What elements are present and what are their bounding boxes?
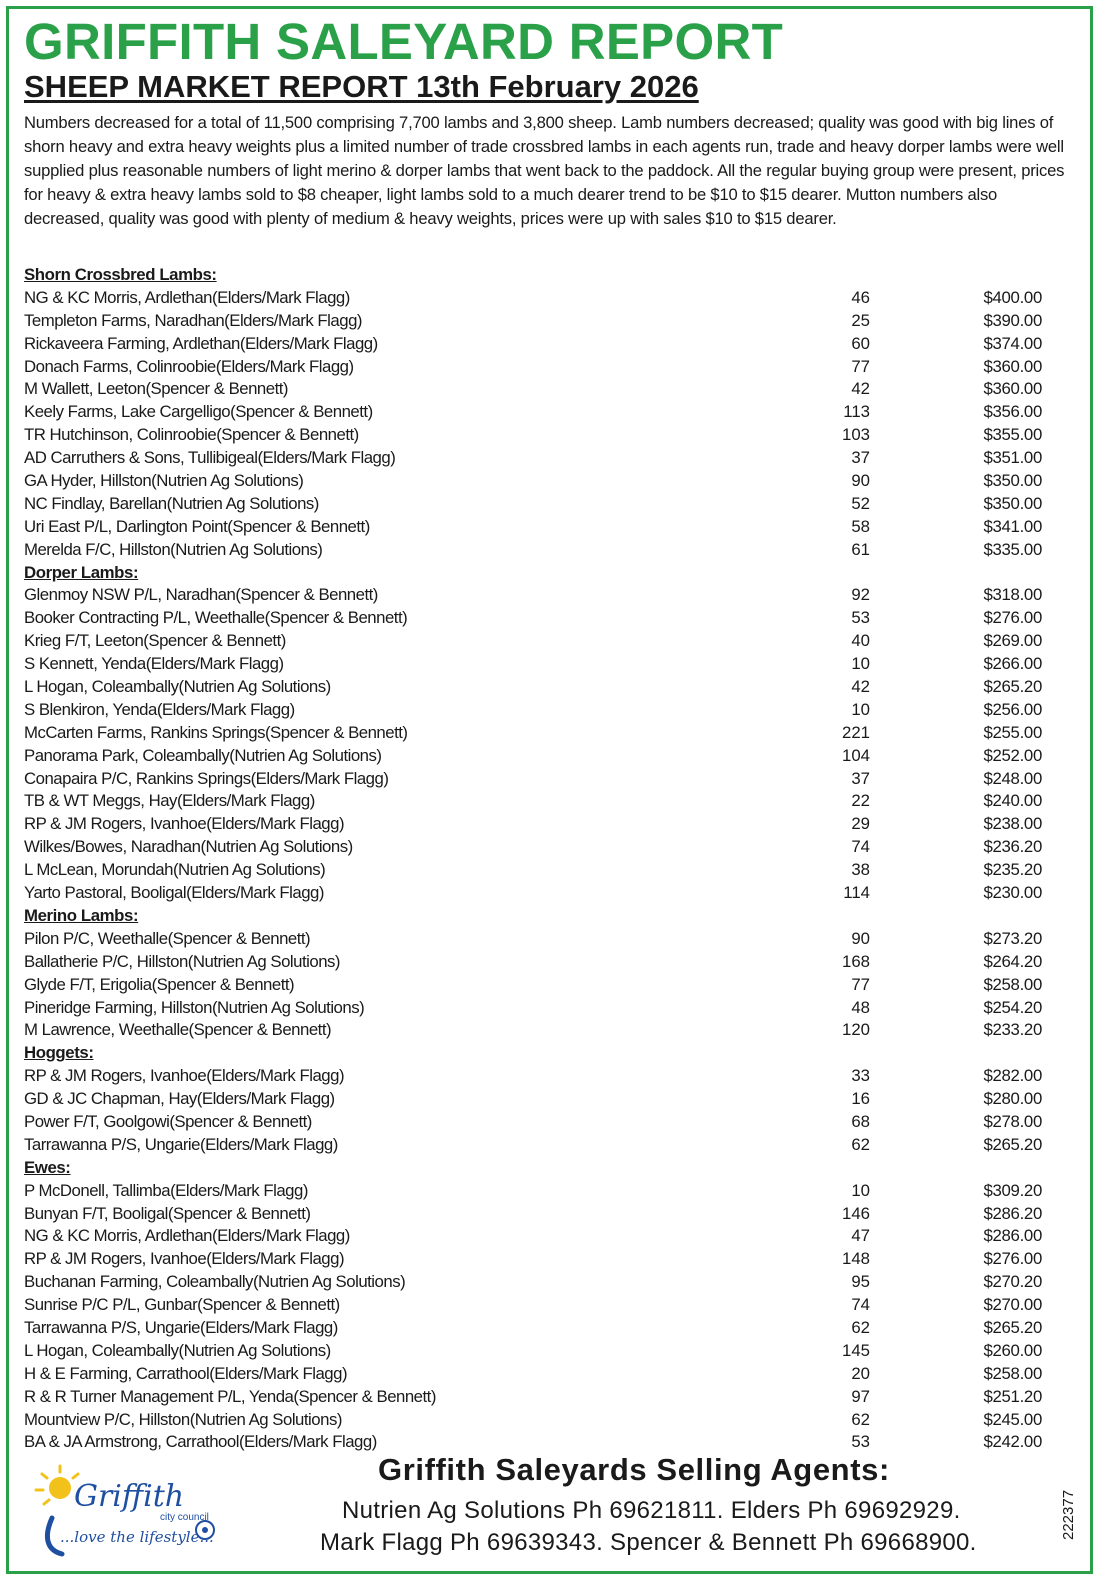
head-count: 10 [851,654,870,674]
vendor-name: Buchanan Farming, Coleambally(Nutrien Ag Solutions) [24,1272,406,1292]
head-count: 113 [843,402,870,422]
head-count: 62 [851,1409,870,1429]
vendor-name: Donach Farms, Colinroobie(Elders/Mark Flagg) [24,356,354,376]
vendor-name: RP & JM Rogers, Ivanhoe(Elders/Mark Flagg) [24,814,345,834]
sale-row [24,1340,1060,1363]
vendor-name: McCarten Farms, Rankins Springs(Spencer & Bennett) [24,722,408,742]
head-count: 61 [851,539,870,559]
sale-price: $309.20 [983,1180,1042,1200]
sale-price: $265.20 [983,1134,1042,1154]
sale-row [24,951,1060,974]
head-count: 20 [851,1363,870,1383]
sale-row [24,813,1060,836]
selling-agents-line-2: Mark Flagg Ph 69639343. Spencer & Bennett Ph 69668900. [320,1529,977,1556]
sale-price: $318.00 [983,585,1042,605]
vendor-name: S Blenkiron, Yenda(Elders/Mark Flagg) [24,699,295,719]
sale-row [24,859,1060,882]
sale-price: $265.20 [983,677,1042,697]
sale-row [24,1409,1060,1432]
head-count: 168 [842,951,870,971]
vendor-name: TR Hutchinson, Colinroobie(Spencer & Bennett) [24,425,359,445]
vendor-name: Krieg F/T, Leeton(Spencer & Bennett) [24,631,286,651]
vendor-name: Panorama Park, Coleambally(Nutrien Ag Solutions) [24,745,382,765]
sale-price: $235.20 [983,860,1042,880]
sale-row [24,447,1060,470]
selling-agents-title: Griffith Saleyards Selling Agents: [378,1452,890,1487]
vendor-name: GA Hyder, Hillston(Nutrien Ag Solutions) [24,471,304,491]
vendor-name: Sunrise P/C P/L, Gunbar(Spencer & Bennett) [24,1295,340,1315]
sale-price: $270.00 [983,1295,1042,1315]
head-count: 104 [842,745,870,765]
sale-row [24,1363,1060,1386]
head-count: 53 [851,608,870,628]
vendor-name: TB & WT Meggs, Hay(Elders/Mark Flagg) [24,791,315,811]
sale-row [24,1111,1060,1134]
head-count: 114 [843,883,870,903]
head-count: 22 [851,791,870,811]
vendor-name: Ballatherie P/C, Hillston(Nutrien Ag Solutions) [24,951,341,971]
sale-price: $265.20 [983,1317,1042,1337]
vendor-name: NC Findlay, Barellan(Nutrien Ag Solutions) [24,493,319,513]
vendor-name: H & E Farming, Carrathool(Elders/Mark Flagg) [24,1363,348,1383]
sale-row [24,378,1060,401]
vendor-name: R & R Turner Management P/L, Yenda(Spencer & Bennett) [24,1386,436,1406]
sale-row [24,768,1060,791]
sale-row [24,424,1060,447]
head-count: 77 [851,356,870,376]
vendor-name: M Lawrence, Weethalle(Spencer & Bennett) [24,1020,332,1040]
vendor-name: Bunyan F/T, Booligal(Spencer & Bennett) [24,1203,311,1223]
griffith-city-council-logo [22,1458,222,1568]
sale-row [24,584,1060,607]
vendor-name: M Wallett, Leeton(Spencer & Bennett) [24,379,289,399]
vendor-name: Yarto Pastoral, Booligal(Elders/Mark Flagg) [24,883,324,903]
sale-price: $236.20 [983,837,1042,857]
vendor-name: Merelda F/C, Hillston(Nutrien Ag Solutions) [24,539,323,559]
head-count: 90 [851,471,870,491]
vendor-name: Conapaira P/C, Rankins Springs(Elders/Mark Flagg) [24,768,389,788]
head-count: 68 [851,1111,870,1131]
sale-row [24,790,1060,813]
sale-price: $240.00 [983,791,1042,811]
head-count: 46 [851,287,870,307]
vendor-name: Glyde F/T, Erigolia(Spencer & Bennett) [24,974,295,994]
vendor-name: Templeton Farms, Naradhan(Elders/Mark Flagg) [24,310,362,330]
sale-price: $270.20 [983,1272,1042,1292]
head-count: 103 [842,425,870,445]
sale-price: $276.00 [983,608,1042,628]
head-count: 221 [842,722,870,742]
sale-row [24,1317,1060,1340]
vendor-name: BA & JA Armstrong, Carrathool(Elders/Mark Flagg) [24,1432,377,1452]
sale-row [24,333,1060,356]
sale-price: $282.00 [983,1066,1042,1086]
sale-price: $252.00 [983,745,1042,765]
sale-row [24,493,1060,516]
sale-row [24,1088,1060,1111]
section-heading: Ewes: [24,1157,71,1177]
head-count: 10 [851,699,870,719]
sale-price: $351.00 [983,448,1042,468]
sale-row [24,676,1060,699]
sale-row [24,1203,1060,1226]
sale-row [24,539,1060,562]
sale-row [24,836,1060,859]
sale-price: $230.00 [983,883,1042,903]
sale-row [24,470,1060,493]
vendor-name: Pineridge Farming, Hillston(Nutrien Ag Solutions) [24,997,365,1017]
sale-row [24,1019,1060,1042]
head-count: 62 [851,1134,870,1154]
logo-council: city council [160,1512,209,1523]
sale-row [24,653,1060,676]
sale-row [24,745,1060,768]
head-count: 16 [851,1089,870,1109]
sale-row [24,607,1060,630]
head-count: 48 [851,997,870,1017]
sale-price: $251.20 [983,1386,1042,1406]
sale-price: $256.00 [983,699,1042,719]
sale-row [24,1065,1060,1088]
sale-row [24,516,1060,539]
vendor-name: RP & JM Rogers, Ivanhoe(Elders/Mark Flagg) [24,1249,345,1269]
head-count: 77 [851,974,870,994]
sale-row [24,1180,1060,1203]
sale-price: $242.00 [983,1432,1042,1452]
head-count: 37 [851,448,870,468]
head-count: 53 [851,1432,870,1452]
head-count: 29 [851,814,870,834]
sale-price: $341.00 [983,516,1042,536]
section-heading: Dorper Lambs: [24,562,139,582]
sale-row [24,928,1060,951]
report-title: GRIFFITH SALEYARD REPORT [24,13,784,70]
head-count: 146 [842,1203,870,1223]
sale-price: $286.20 [983,1203,1042,1223]
vendor-name: GD & JC Chapman, Hay(Elders/Mark Flagg) [24,1089,335,1109]
head-count: 74 [851,837,870,857]
head-count: 74 [851,1295,870,1315]
logo-name: Griffith [74,1479,185,1514]
head-count: 90 [851,928,870,948]
sale-price: $260.00 [983,1340,1042,1360]
head-count: 95 [851,1272,870,1292]
sale-row [24,356,1060,379]
sale-price: $258.00 [983,1363,1042,1383]
sale-price: $374.00 [983,333,1042,353]
sale-price: $273.20 [983,928,1042,948]
vendor-name: L Hogan, Coleambally(Nutrien Ag Solutions) [24,1340,331,1360]
selling-agents-line-1: Nutrien Ag Solutions Ph 69621811. Elders Ph 69692929. [342,1497,961,1524]
sale-price: $360.00 [983,356,1042,376]
sale-row [24,401,1060,424]
sale-price: $356.00 [983,402,1042,422]
sale-price: $266.00 [983,654,1042,674]
vendor-name: NG & KC Morris, Ardlethan(Elders/Mark Flagg) [24,287,350,307]
head-count: 33 [851,1066,870,1086]
sale-price: $258.00 [983,974,1042,994]
sale-row [24,974,1060,997]
report-subtitle: SHEEP MARKET REPORT 13th February 2026 [24,69,699,104]
sale-row [24,287,1060,310]
sale-price: $269.00 [983,631,1042,651]
head-count: 42 [851,379,870,399]
vendor-name: P McDonell, Tallimba(Elders/Mark Flagg) [24,1180,308,1200]
vendor-name: Booker Contracting P/L, Weethalle(Spencer & Bennett) [24,608,408,628]
sale-price: $335.00 [983,539,1042,559]
sale-row [24,1248,1060,1271]
section-heading: Shorn Crossbred Lambs: [24,265,217,284]
head-count: 120 [842,1020,870,1040]
sale-price: $286.00 [983,1226,1042,1246]
vendor-name: Uri East P/L, Darlington Point(Spencer & Bennett) [24,516,370,536]
sale-row [24,882,1060,905]
sale-price: $390.00 [983,310,1042,330]
vendor-name: RP & JM Rogers, Ivanhoe(Elders/Mark Flagg) [24,1066,345,1086]
section-heading: Hoggets: [24,1043,94,1063]
vendor-name: L Hogan, Coleambally(Nutrien Ag Solutions) [24,677,331,697]
sun-icon [36,1466,78,1504]
sale-row [24,1134,1060,1157]
sale-price: $245.00 [983,1409,1042,1429]
sale-price: $350.00 [983,493,1042,513]
vendor-name: Glenmoy NSW P/L, Naradhan(Spencer & Bennett) [24,585,378,605]
head-count: 38 [851,860,870,880]
vendor-name: Pilon P/C, Weethalle(Spencer & Bennett) [24,928,311,948]
sale-row [24,1431,1060,1454]
sale-price: $360.00 [983,379,1042,399]
head-count: 62 [851,1317,870,1337]
sale-row [24,722,1060,745]
sale-price: $350.00 [983,471,1042,491]
sale-price: $355.00 [983,425,1042,445]
sale-price: $238.00 [983,814,1042,834]
vendor-name: AD Carruthers & Sons, Tullibigeal(Elders/Mark Flagg) [24,448,396,468]
sale-price: $248.00 [983,768,1042,788]
vendor-name: Tarrawanna P/S, Ungarie(Elders/Mark Flagg) [24,1317,338,1337]
head-count: 42 [851,677,870,697]
head-count: 40 [851,631,870,651]
sale-price: $254.20 [983,997,1042,1017]
head-count: 58 [851,516,870,536]
sale-row [24,310,1060,333]
vendor-name: NG & KC Morris, Ardlethan(Elders/Mark Flagg) [24,1226,350,1246]
sale-row [24,699,1060,722]
sale-price: $278.00 [983,1111,1042,1131]
logo-tagline: ...love the lifestyle... [60,1528,214,1546]
vendor-name: Power F/T, Goolgowi(Spencer & Bennett) [24,1111,312,1131]
sale-row [24,630,1060,653]
vendor-name: Tarrawanna P/S, Ungarie(Elders/Mark Flagg) [24,1134,338,1154]
head-count: 37 [851,768,870,788]
sale-price: $280.00 [983,1089,1042,1109]
sale-row [24,1294,1060,1317]
vendor-name: L McLean, Morundah(Nutrien Ag Solutions) [24,860,326,880]
sale-price: $264.20 [983,951,1042,971]
head-count: 145 [842,1340,870,1360]
head-count: 10 [851,1180,870,1200]
sale-price: $233.20 [983,1020,1042,1040]
head-count: 97 [851,1386,870,1406]
sale-row [24,997,1060,1020]
sale-row [24,1225,1060,1248]
sale-price: $255.00 [983,722,1042,742]
sale-price: $276.00 [983,1249,1042,1269]
sale-price: $400.00 [983,287,1042,307]
vendor-name: Wilkes/Bowes, Naradhan(Nutrien Ag Solutions) [24,837,353,857]
head-count: 148 [842,1249,870,1269]
head-count: 25 [851,310,870,330]
sale-row [24,1386,1060,1409]
sale-row [24,1271,1060,1294]
vendor-name: Keely Farms, Lake Cargelligo(Spencer & Bennett) [24,402,373,422]
head-count: 92 [851,585,870,605]
vendor-name: Rickaveera Farming, Ardlethan(Elders/Mark Flagg) [24,333,378,353]
market-summary: Numbers decreased for a total of 11,500 comprising 7,700 lambs and 3,800 sheep. Lamb numbers decreased; quality was good with big lines of shorn heavy and extra heavy weights plus a limited number of trade crossbred lambs in each agents run, trade and heavy dorper lambs were well supplied plus reasonable numbers of light merino & dorper lambs that went back to the paddock. All the regular buying group were present, prices for heavy & extra heavy lambs sold to $8 cheaper, light lambs sold to a much dearer trend to be $10 to $15 dearer. Mutton numbers also decreased, quality was good with plenty of medium & heavy weights, prices were up with sales $10 to $15 dearer. [24,113,1065,228]
section-heading: Merino Lambs: [24,905,139,925]
sales-list [24,264,1060,1454]
vendor-name: S Kennett, Yenda(Elders/Mark Flagg) [24,654,284,674]
head-count: 52 [851,493,870,513]
ad-number: 222377 [1060,1489,1077,1540]
vendor-name: Mountview P/C, Hillston(Nutrien Ag Solutions) [24,1409,342,1429]
head-count: 47 [851,1226,870,1246]
head-count: 60 [851,333,870,353]
